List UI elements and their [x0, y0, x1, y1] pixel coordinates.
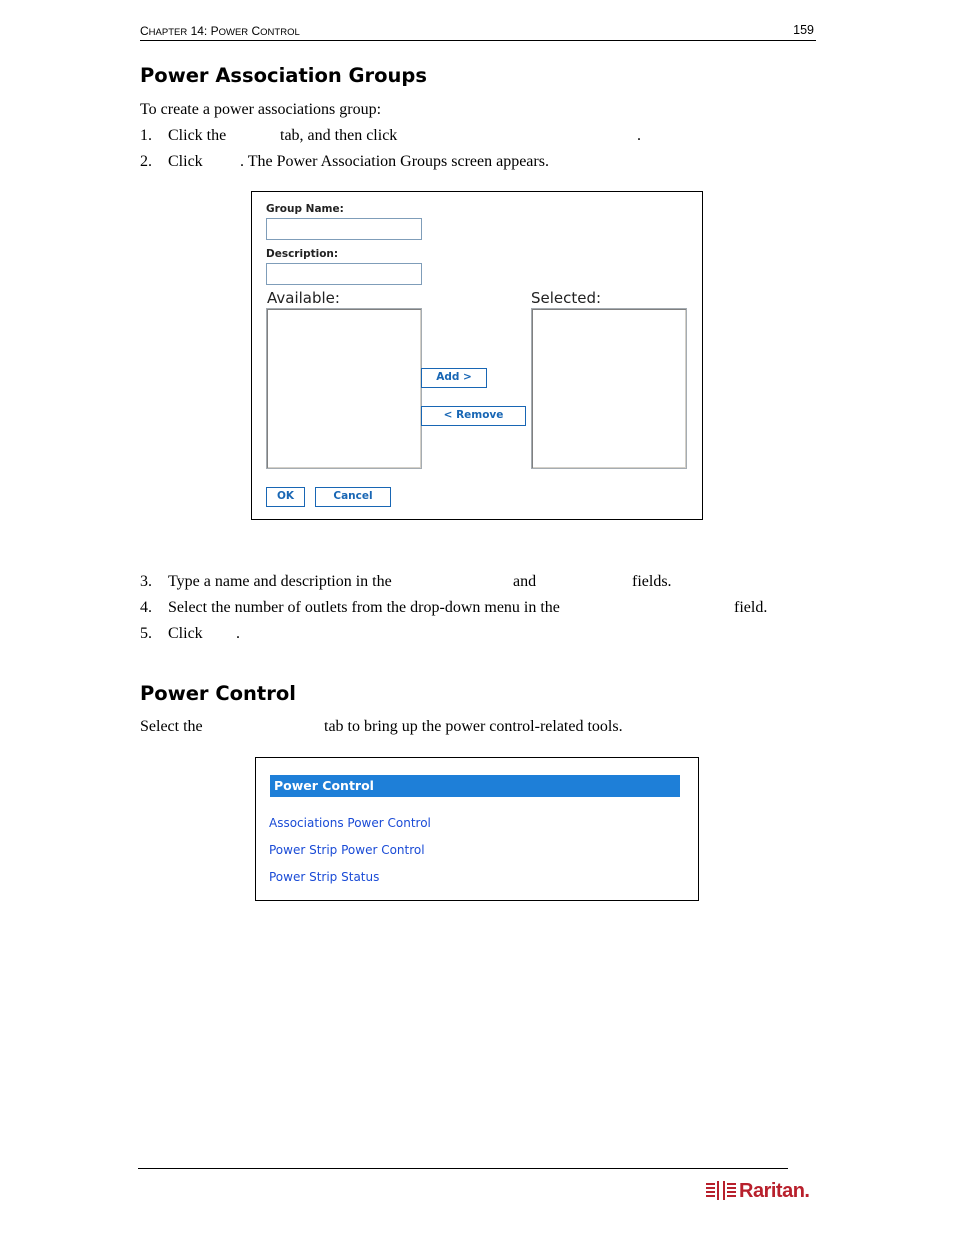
power-association-groups-screen: [251, 191, 703, 520]
selected-label: Selected:: [531, 289, 602, 307]
raritan-logo: [706, 1179, 809, 1203]
description-input[interactable]: [266, 263, 422, 285]
section-heading-power-control: Power Control: [140, 682, 296, 705]
step-1: 1. Click the tab, and then click .: [140, 127, 641, 144]
description-label: Description:: [266, 248, 339, 260]
available-label: Available:: [267, 289, 340, 307]
step-5: 5. Click .: [140, 625, 240, 642]
remove-button[interactable]: < Remove: [421, 406, 526, 426]
intro-text: To create a power associations group:: [140, 101, 382, 118]
raritan-logo-icon: [706, 1181, 736, 1201]
section-heading-power-association-groups: Power Association Groups: [140, 64, 427, 87]
step-4: 4. Select the number of outlets from the drop-down menu in the field.: [140, 599, 768, 616]
group-name-label: Group Name:: [266, 203, 344, 215]
add-button[interactable]: Add >: [421, 368, 487, 388]
power-control-screen: [255, 757, 699, 901]
cancel-button[interactable]: Cancel: [315, 487, 391, 507]
selected-list[interactable]: [531, 308, 687, 469]
ok-button[interactable]: OK: [266, 487, 305, 507]
power-strip-power-control-link[interactable]: Power Strip Power Control: [269, 843, 425, 857]
power-strip-status-link[interactable]: Power Strip Status: [269, 870, 380, 884]
raritan-logo-text: Raritan.: [739, 1179, 810, 1202]
footer-rule: [138, 1168, 788, 1169]
step-2: 2. Click . The Power Association Groups screen appears.: [140, 153, 549, 170]
page-number: 159: [793, 23, 814, 37]
running-header: [140, 22, 816, 41]
chapter-title: CHAPTER 14: POWER CONTROL: [140, 24, 300, 38]
available-list[interactable]: [266, 308, 422, 469]
power-control-title-bar: Power Control: [270, 775, 680, 797]
group-name-input[interactable]: [266, 218, 422, 240]
step-3: 3. Type a name and description in the and fields.: [140, 573, 672, 590]
associations-power-control-link[interactable]: Associations Power Control: [269, 816, 431, 830]
power-control-text: Select the tab to bring up the power control-related tools.: [140, 718, 623, 735]
